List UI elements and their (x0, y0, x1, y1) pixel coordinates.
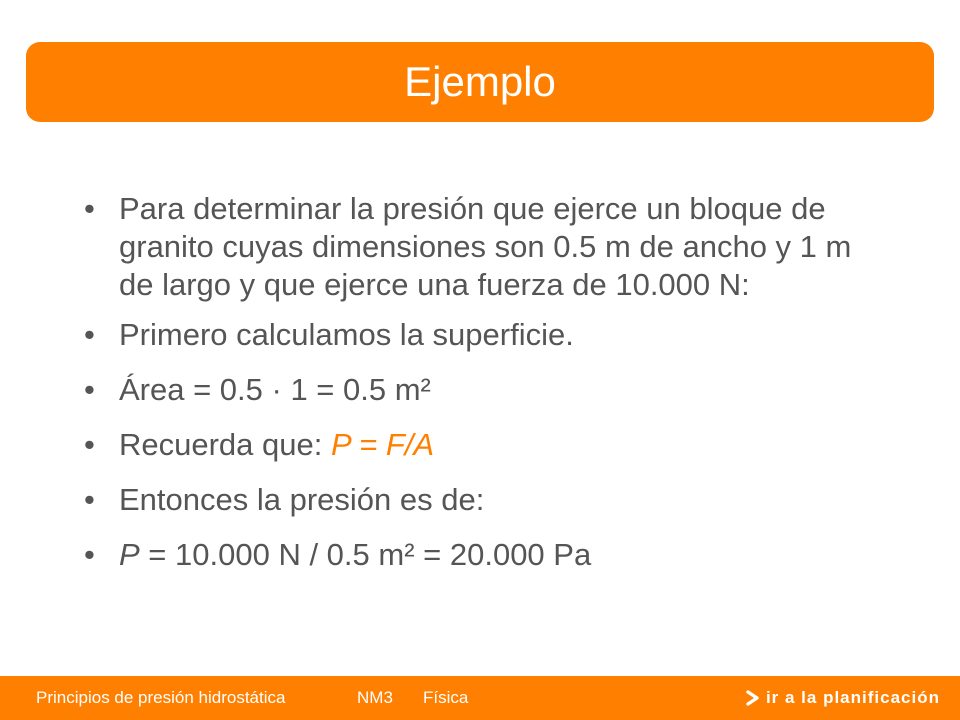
bullet-list (84, 190, 884, 574)
bullet-text: Entonces la presión es de: (119, 482, 485, 517)
bullet-text: = 10.000 N / 0.5 m² = 20.000 Pa (139, 537, 592, 572)
footer-topic: Principios de presión hidrostática (36, 688, 286, 707)
bullet-result (84, 536, 884, 574)
planning-link-label: ir a la planificación (765, 688, 940, 707)
bullet-then (84, 481, 884, 519)
footer-level: NM3 (357, 688, 393, 707)
pressure-variable: P (119, 537, 140, 572)
pressure-formula: P = F/A (330, 427, 435, 462)
bullet-area (84, 371, 884, 409)
bullet-text: Recuerda que: (119, 427, 331, 462)
footer-subject: Física (423, 688, 469, 707)
bullet-formula (84, 426, 884, 464)
bullet-text: Primero calculamos la superficie. (119, 317, 574, 352)
bullet-text: Para determinar la presión que ejerce un bloque de granito cuyas dimensiones son 0.5 m de ancho y 1 m de largo y que ejerce una fuerza de 10.000 N: (119, 191, 852, 302)
bullet-text: Área = 0.5 · 1 = 0.5 m² (119, 372, 431, 407)
slide-title: Ejemplo (404, 58, 556, 105)
bullet-step-surface (84, 316, 884, 354)
bullet-problem-statement (84, 190, 884, 304)
title-bar (26, 42, 934, 122)
planning-link[interactable] (746, 676, 940, 720)
footer-bar (0, 676, 960, 720)
chevron-right-icon (746, 690, 760, 706)
